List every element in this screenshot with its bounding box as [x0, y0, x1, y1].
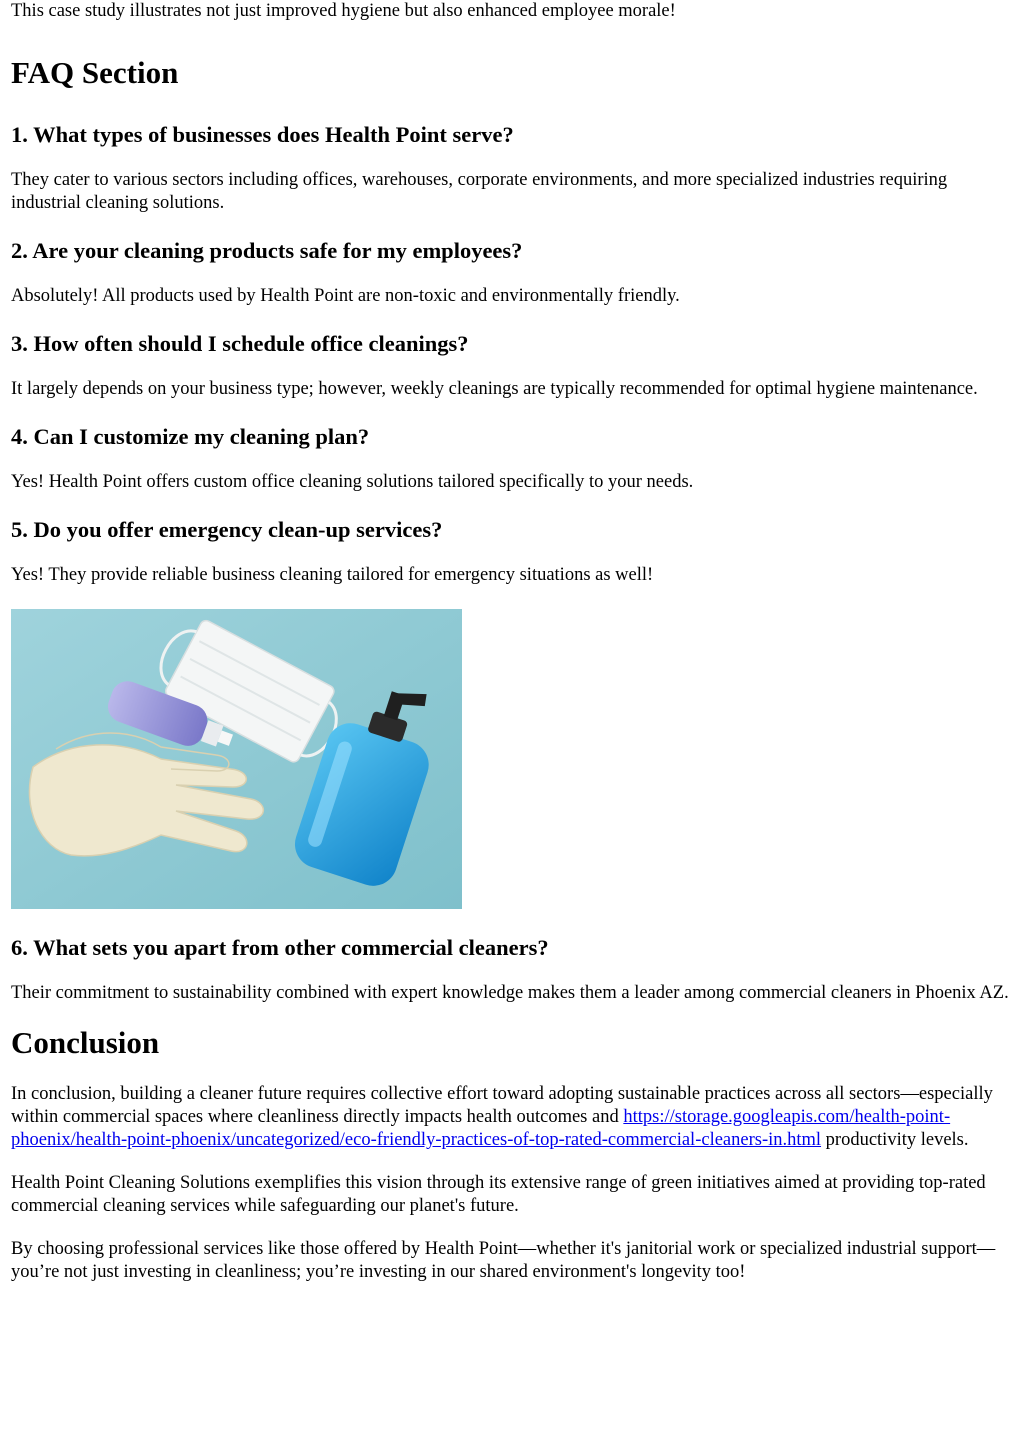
conclusion-text-before-link: In conclusion, building a cleaner future requires collective effort toward adopting sustainable practices across all sectors—especially within commercial spaces where cleanliness directly impacts health outcomes and	[11, 1084, 993, 1127]
article-link[interactable]: https://storage.googleapis.com/health-point-phoenix/health-point-phoenix/uncategorized/eco-friendly-practices-of-top-rated-commercial-cleaners-in.html	[11, 1107, 951, 1150]
faq-answer-2: Absolutely! All products used by Health Point are non-toxic and environmentally friendly.	[11, 286, 680, 306]
faq-answer-5: Yes! They provide reliable business cleaning tailored for emergency situations as well!	[11, 565, 654, 585]
faq-heading: FAQ Section	[11, 55, 179, 90]
faq-question-3: 3. How often should I schedule office cleanings?	[11, 331, 469, 356]
faq-question-2: 2. Are your cleaning products safe for my employees?	[11, 238, 523, 263]
cleaning-supplies-photo	[11, 609, 462, 909]
conclusion-paragraph-3: By choosing professional services like those offered by Health Point—whether it's janitorial work or specialized industrial support—you’re not just investing in cleanliness; you’re investing in our shared environment's longevity too!	[11, 1239, 996, 1282]
faq-question-6: 6. What sets you apart from other commercial cleaners?	[11, 935, 549, 960]
conclusion-paragraph-1	[11, 1083, 1016, 1152]
faq-answer-6: Their commitment to sustainability combined with expert knowledge makes them a leader among commercial cleaners in Phoenix AZ.	[11, 983, 1009, 1003]
faq-question-1: 1. What types of businesses does Health Point serve?	[11, 122, 514, 147]
conclusion-heading: Conclusion	[11, 1025, 160, 1060]
faq-answer-4: Yes! Health Point offers custom office cleaning solutions tailored specifically to your needs.	[11, 472, 694, 492]
faq-question-5: 5. Do you offer emergency clean-up services?	[11, 517, 443, 542]
faq-question-4: 4. Can I customize my cleaning plan?	[11, 424, 370, 449]
intro-text: This case study illustrates not just improved hygiene but also enhanced employee morale!	[11, 1, 676, 21]
faq-answer-3: It largely depends on your business type; however, weekly cleanings are typically recommended for optimal hygiene maintenance.	[11, 379, 978, 399]
conclusion-paragraph-2: Health Point Cleaning Solutions exemplifies this vision through its extensive range of green initiatives aimed at providing top-rated commercial cleaning services while safeguarding our planet's future.	[11, 1173, 986, 1216]
faq-answer-1: They cater to various sectors including offices, warehouses, corporate environments, and more specialized industries requiring industrial cleaning solutions.	[11, 170, 948, 213]
conclusion-text-after-link: productivity levels.	[821, 1130, 969, 1150]
